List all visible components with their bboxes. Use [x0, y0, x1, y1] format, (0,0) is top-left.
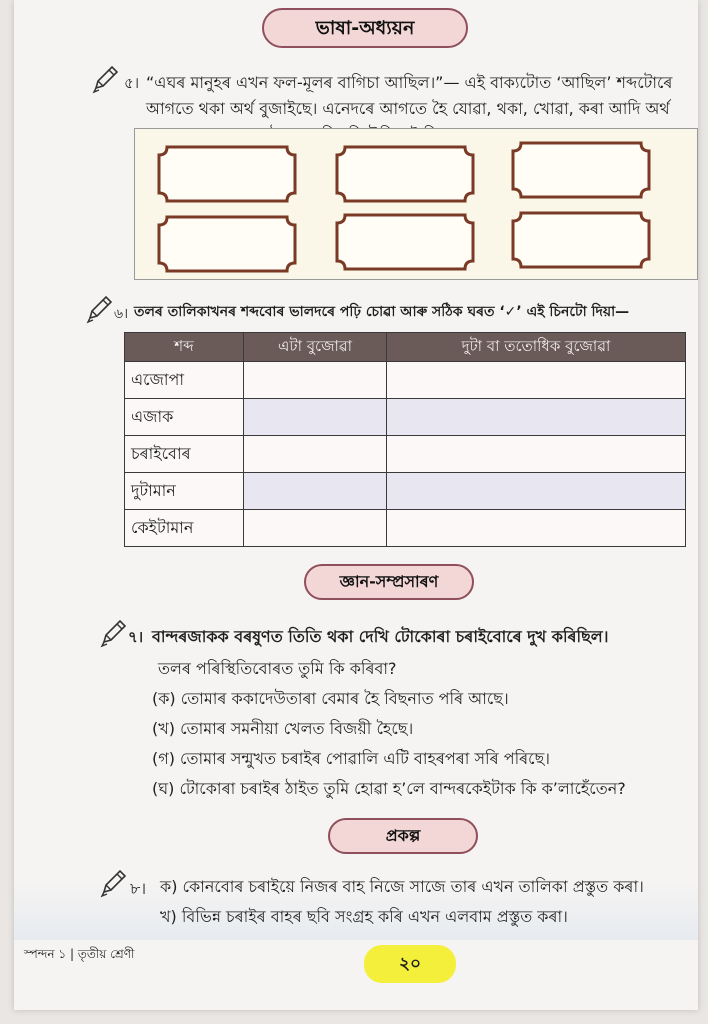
table-header: শব্দ: [125, 333, 244, 362]
check-cell[interactable]: [387, 436, 686, 473]
q7-item: (গ) তোমাৰ সন্মুখত চৰাইৰ পোৱালি এটি বাহৰপৰা সৰি পৰিছে।: [152, 749, 551, 768]
pencil-icon: [90, 64, 120, 94]
q7-number: ৭।: [128, 628, 144, 646]
q5-line-1: “এঘৰ মানুহৰ এখন ফল-মূলৰ বাগিচা আছিল।”— এই বাক্যটোত ‘আছিল’ শব্দটোৰে: [146, 73, 673, 92]
q5-number: ৫।: [124, 74, 140, 92]
section-title-language-study: ভাষা-অধ্যয়ন: [262, 8, 468, 48]
q6-number: ৬।: [114, 306, 129, 322]
pencil-icon: [84, 294, 114, 324]
word-cell: কেইটামান: [125, 510, 244, 547]
check-cell[interactable]: [244, 473, 387, 510]
answer-box-panel: [134, 128, 698, 280]
book-footer-label: স্পন্দন ১ | তৃতীয় শ্ৰেণী: [24, 947, 135, 961]
check-cell[interactable]: [244, 436, 387, 473]
check-cell[interactable]: [244, 399, 387, 436]
check-cell[interactable]: [244, 510, 387, 547]
check-cell[interactable]: [387, 510, 686, 547]
check-cell[interactable]: [387, 473, 686, 510]
textbook-page: [14, 0, 698, 1010]
word-cell: এজোপা: [125, 362, 244, 399]
q8-number: ৮।: [130, 879, 147, 898]
table-header: দুটা বা ততোধিক বুজোৱা: [387, 333, 686, 362]
word-cell: চৰাইবোৰ: [125, 436, 244, 473]
page-number: ২০: [364, 945, 456, 983]
word-cell: দুটামান: [125, 473, 244, 510]
word-classification-table: [124, 332, 686, 547]
q7-prompt: তলৰ পৰিস্থিতিবোৰত তুমি কি কৰিবা?: [158, 659, 397, 678]
table-header: এটা বুজোৱা: [244, 333, 387, 362]
table-row: [125, 436, 686, 473]
q7-item: (খ) তোমাৰ সমনীয়া খেলত বিজয়ী হৈছে।: [152, 719, 414, 738]
check-cell[interactable]: [244, 362, 387, 399]
q7-question: বান্দৰজাকক বৰষুণত তিতি থকা দেখি টোকোৰা চৰাইবোৰে দুখ কৰিছিল।: [152, 627, 609, 646]
check-cell[interactable]: [387, 399, 686, 436]
answer-box[interactable]: [157, 145, 297, 203]
q6-instruction: তলৰ তালিকাখনৰ শব্দবোৰ ভালদৰে পঢ়ি চোৱা আৰু সঠিক ঘৰত ‘✓’ এই চিনটো দিয়া—: [134, 304, 630, 320]
section-title-knowledge-expansion: জ্ঞান-সম্প্ৰসাৰণ: [304, 564, 474, 600]
table-row: [125, 510, 686, 547]
q8-line-2: খ) বিভিন্ন চৰাইৰ বাহৰ ছবি সংগ্ৰহ কৰি এখন এলবাম প্ৰস্তুত কৰা।: [160, 907, 568, 926]
answer-box[interactable]: [335, 213, 475, 271]
answer-box[interactable]: [511, 141, 651, 199]
q5-line-2: আগতে থকা অৰ্থ বুজাইছে। এনেদৰে আগতে হৈ যোৱা, থকা, খোৱা, কৰা আদি অৰ্থ: [146, 99, 670, 118]
table-row: [125, 399, 686, 436]
word-cell: এজাক: [125, 399, 244, 436]
q7-item: (ক) তোমাৰ ককাদেউতাৰা বেমাৰ হৈ বিছনাত পৰি আছে।: [152, 689, 509, 708]
check-cell[interactable]: [387, 362, 686, 399]
pencil-icon: [98, 618, 128, 648]
q8-line-1: ক) কোনবোৰ চৰাইয়ে নিজৰ বাহ নিজে সাজে তাৰ এখন তালিকা প্ৰস্তুত কৰা।: [160, 877, 644, 896]
answer-box[interactable]: [157, 215, 297, 273]
section-title-project: প্ৰকল্প: [328, 818, 478, 854]
pencil-icon: [98, 868, 128, 898]
answer-box[interactable]: [511, 211, 651, 269]
table-row: [125, 473, 686, 510]
q7-item: (ঘ) টোকোৰা চৰাইৰ ঠাইত তুমি হোৱা হ’লে বান্দৰকেইটাক কি ক’লাহেঁতেন?: [152, 779, 626, 798]
table-row: [125, 362, 686, 399]
answer-box[interactable]: [335, 145, 475, 203]
